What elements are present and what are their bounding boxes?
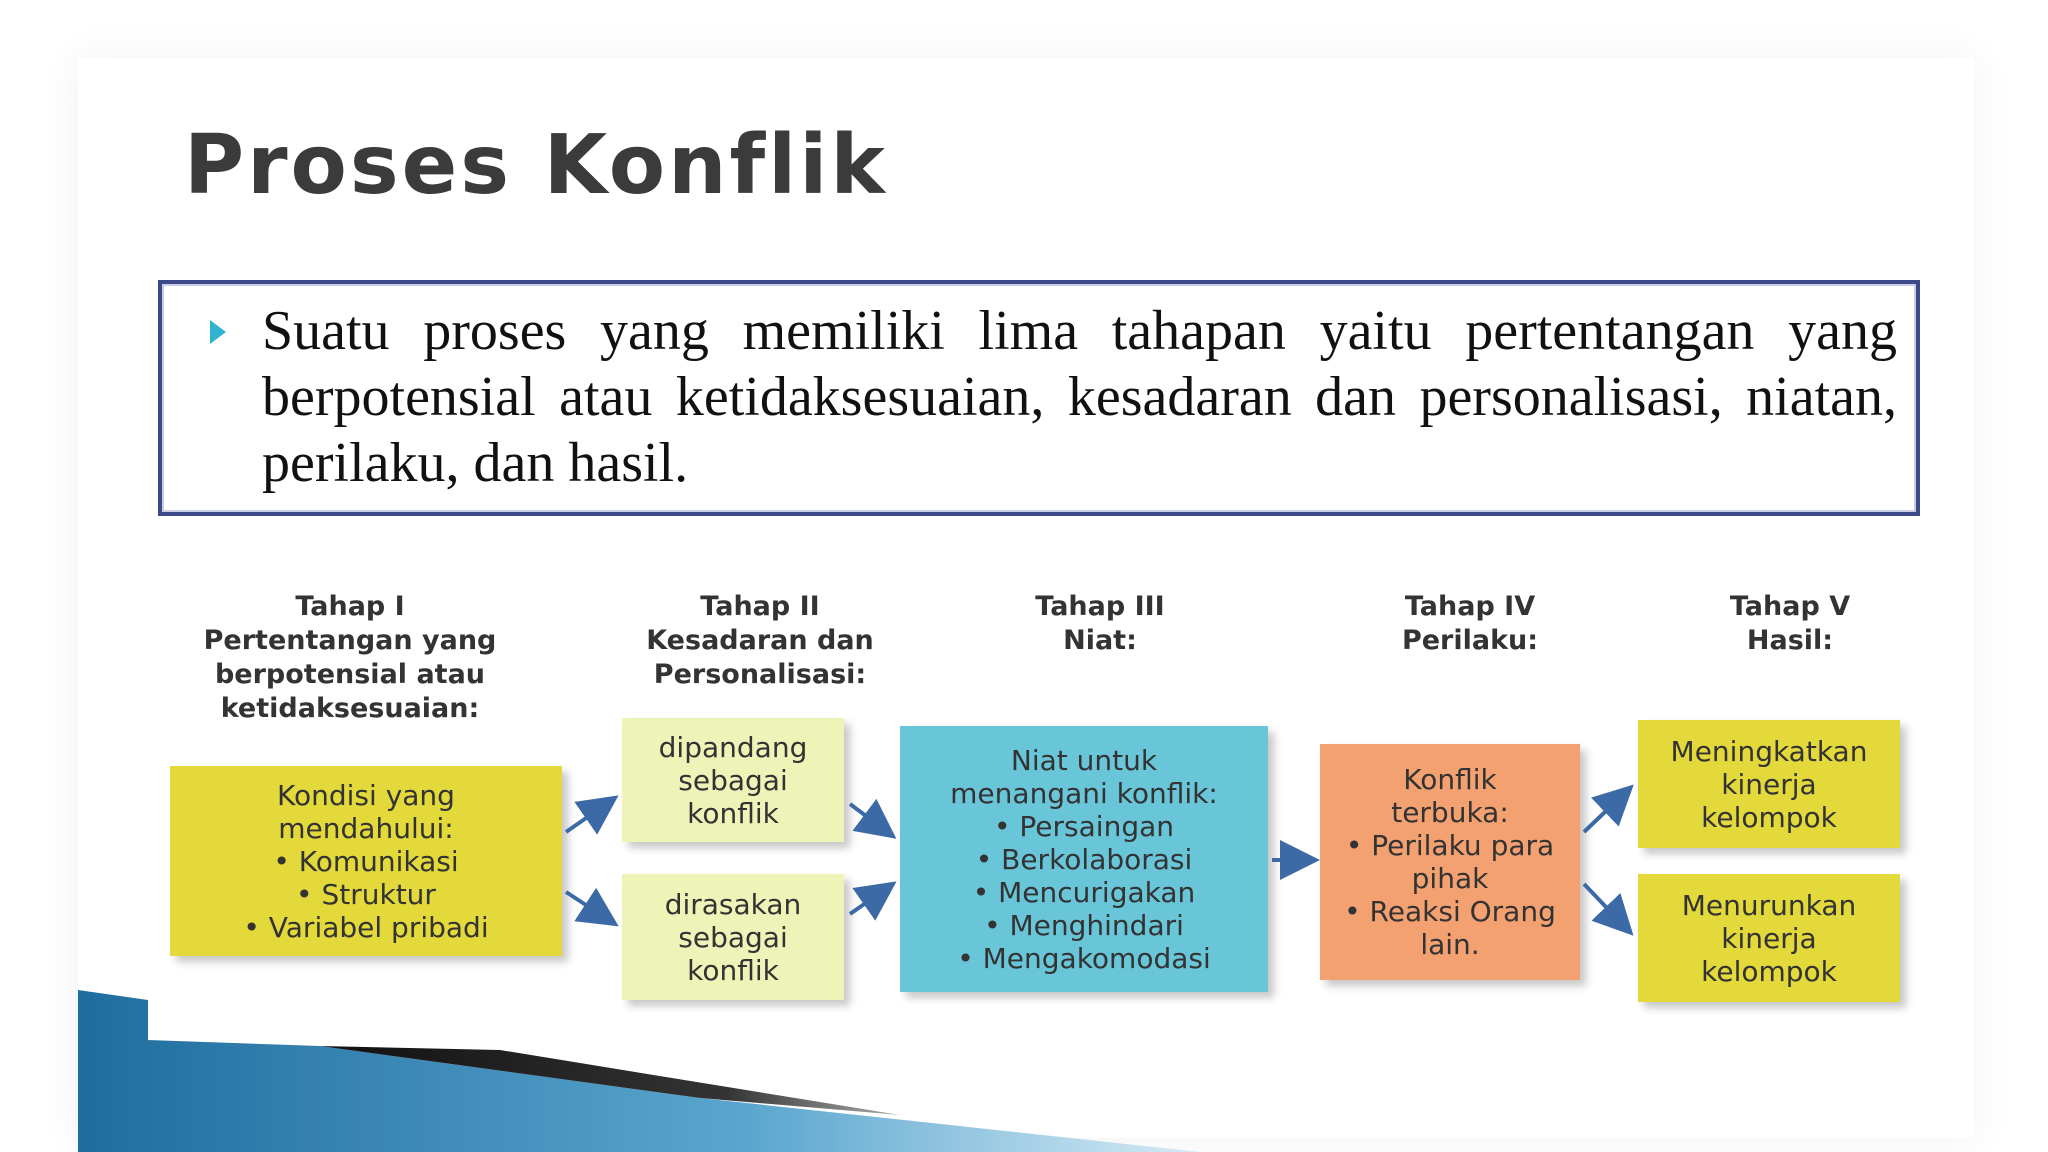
arrow-icon xyxy=(850,804,890,834)
box-line: • Berkolaborasi xyxy=(975,842,1193,876)
box-line: lain. xyxy=(1420,928,1480,961)
stage-heading-line: Tahap II xyxy=(700,591,820,622)
box-line: sebagai xyxy=(678,920,788,954)
box-line: • Perilaku para xyxy=(1345,829,1555,862)
box-line: • Reaksi Orang xyxy=(1344,895,1556,928)
box-line: pihak xyxy=(1411,862,1489,895)
box-line: • Persaingan xyxy=(994,809,1174,843)
box-line: menangani konflik: xyxy=(950,776,1218,810)
arrow-icon xyxy=(566,892,612,922)
arrow-icon xyxy=(566,800,612,832)
box-line: • Mengakomodasi xyxy=(957,941,1211,975)
box-line: sebagai xyxy=(678,763,788,797)
stage-heading-line: berpotensial atau xyxy=(214,659,486,690)
description-text: Suatu proses yang memiliki lima tahapan yaitu pertentangan yang berpotensial atau ketidaksesuaian, kesadaran dan personalisasi, niatan, perilaku, dan hasil. xyxy=(262,300,1897,494)
stage-heading-line: Perilaku: xyxy=(1401,625,1539,656)
stage-heading-line: Kesadaran dan xyxy=(646,625,874,656)
arrow-icon xyxy=(1584,790,1628,832)
stage-heading-line: Hasil: xyxy=(1746,625,1834,656)
box-line: konflik xyxy=(687,953,779,987)
box-line: • Struktur xyxy=(296,877,436,911)
stage-heading-line: Tahap III xyxy=(1035,591,1165,622)
box-line: konflik xyxy=(687,796,779,830)
arrow-icon xyxy=(1584,884,1628,930)
box-line: Konflik xyxy=(1403,763,1497,796)
arrow-icon xyxy=(850,886,890,914)
stage-heading-line: Tahap IV xyxy=(1404,591,1536,622)
stage-heading-line: ketidaksesuaian: xyxy=(220,693,480,724)
box-line: kinerja xyxy=(1721,767,1817,801)
stage-heading-line: Tahap V xyxy=(1729,591,1851,622)
box-line: Niat untuk xyxy=(1010,743,1158,777)
box-line: • Mencurigakan xyxy=(972,875,1196,909)
box-line: Kondisi yang xyxy=(277,778,455,812)
box-line: kelompok xyxy=(1701,800,1837,834)
box-line: terbuka: xyxy=(1391,796,1509,829)
box-line: • Komunikasi xyxy=(273,844,459,878)
box-line: dipandang xyxy=(658,730,808,764)
box-line: mendahului: xyxy=(278,811,454,845)
box-line: kelompok xyxy=(1701,954,1837,988)
stage-heading-line: Tahap I xyxy=(295,591,405,622)
box-line: Meningkatkan xyxy=(1670,734,1868,768)
box-line: dirasakan xyxy=(664,887,802,921)
box-line: Menurunkan xyxy=(1681,888,1857,922)
page-title: Proses Konflik xyxy=(184,118,888,213)
stage-heading-line: Pertentangan yang xyxy=(203,625,497,656)
stage-heading-line: Niat: xyxy=(1063,625,1137,656)
box-line: kinerja xyxy=(1721,921,1817,955)
stage-heading-line: Personalisasi: xyxy=(653,659,867,690)
box-line: • Menghindari xyxy=(984,908,1184,942)
box-line: • Variabel pribadi xyxy=(243,910,489,944)
